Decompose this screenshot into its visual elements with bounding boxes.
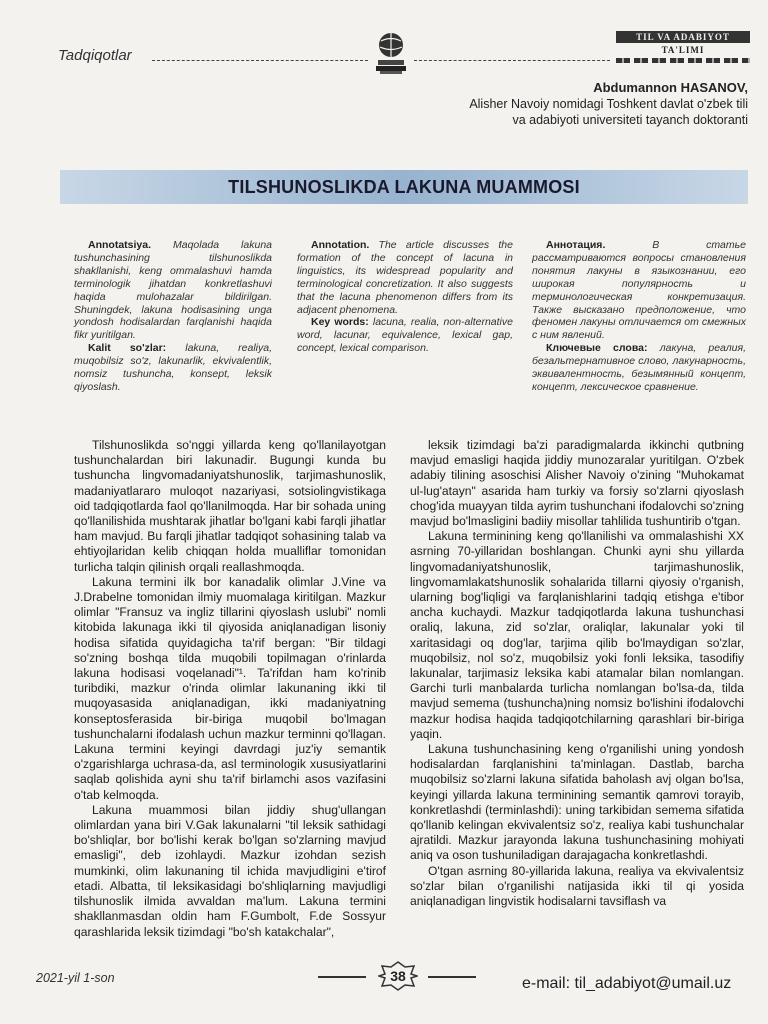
header-rule-left: [152, 60, 368, 61]
abstract-en-heading: Annotation.: [311, 239, 370, 251]
header-rule-right: [414, 60, 610, 61]
abstract-ru-heading: Аннотация.: [546, 239, 606, 251]
author-name: Abdumannon HASANOV,: [593, 80, 748, 95]
page-number: 38: [390, 968, 406, 984]
article-title: TILSHUNOSLIKDA LAKUNA MUAMMOSI: [228, 176, 580, 197]
footer-rule-right: [428, 976, 476, 978]
abstract-uz: [74, 239, 272, 394]
keywords-uz-heading: Kalit so'zlar:: [88, 342, 167, 355]
section-label: Tadqiqotlar: [58, 47, 132, 64]
body-paragraph: leksik tizimdagi ba'zi paradigmalarda ikkinchi qutbning mavjud emasligi haqida jiddiy munozaralar yuritilgan. O'zbek adabiy tilining asoschisi Alisher Navoiy o'zining "Muhokamat ul-lug'atayn" asarida ham turkiy va forsiy so'zlarni qiyoslash chog'ida muayyan tilda ayrim tushunchani ifodalovchi so'zning mavjud bo'lmasligini badiiy misollar tahlilida tushuntirib o'tgan.: [410, 438, 744, 529]
body-paragraph: Lakuna tushunchasining keng o'rganilishi uning yondosh hodisalardan farqlanishini ta'minlagan. Dastlab, barcha muqobilsiz so'zlarni lakuna sifatida baholash avj olgan bo'lsa, keyingi yillarda lakuna terminining semantik qamrovi torayib, konkretlashdi (terminlashdi): uning tarkibidan sememа sifatida qo'llanib kelingan ekvivalentsiz so'z, realiya kabi tushunchalar ajratildi. Mazkur jarayonda lakuna tushunchasining mohiyati aniq va oson tushuniladigan darajagacha konkretlashdi.: [410, 742, 744, 863]
author-affiliation-line2: va adabiyoti universiteti tayanch doktoranti: [512, 113, 748, 127]
abstract-ru-text: В статье рассматриваются вопросы становления понятия лакуны в языкознании, его широкая популярность и терминологическая конкретизация. Также высказано предположение, что феномен лакуны отличается от смежных с ним явлений.: [532, 239, 746, 342]
abstract-en-text: The article discusses the formation of the concept of lacuna in linguistics, its widespread popularity and terminological concretization. It also suggests that the lacuna phenomenon differs from its adjacent phenomena.: [297, 239, 513, 316]
keywords-ru-heading: Ключевые слова:: [546, 342, 648, 355]
masthead-subtitle: TA'LIMI: [661, 45, 705, 55]
body-paragraph: Tilshunoslikda so'nggi yillarda keng qo'llanilayotgan tushunchalardan biri lakunadir. Bugungi kunda bu tushuncha lingvomadaniyatshunoslik, tarjimashunoslik, madaniyatlararo muloqot nazariyasi, sotsiolingvistikaga oid tadqiqotlarda faol qo'llanilmoqda. Har bir sohada uning qo'llanilishida mushtarak jihatlar bo'lgani kabi farqli jihatlar ham mavjud. Bu farqli jihatlar tadqiqot sohasining talab va ehtiyojlaridan kelib chiqqan holda mualliflar tomonidan turlicha talqin qilinish orqali reallashmoqda.: [74, 438, 386, 574]
body-column-left: [74, 438, 386, 940]
footer-rule-left: [318, 976, 366, 978]
keywords-ru-text: лакуна, реалия, безальтернативное слово, лакунарность, эквивалентность, безымянный концепт, концепт, лексическое сравнение.: [532, 342, 747, 393]
abstract-en: [297, 239, 513, 355]
abstract-ru: [532, 239, 746, 394]
masthead: [616, 31, 750, 63]
body-column-right: [410, 438, 744, 909]
author-affiliation-line1: Alisher Navoiy nomidagi Toshkent davlat o'zbek tili: [469, 97, 748, 111]
issue-label: 2021-yil 1-son: [36, 971, 115, 985]
keywords-en-heading: Key words:: [311, 316, 369, 329]
page-number-badge: [378, 961, 418, 991]
masthead-ornament: [616, 58, 750, 63]
body-paragraph: O'tgan asrning 80-yillarida lakuna, realiya va ekvivalentsiz so'zlar bilan o'rganilishi natijasida ikki til qi yosida aniqlanadigan lingvistik hodisalarni tavsiflash va: [410, 863, 744, 909]
keywords-uz-text: lakuna, realiya, muqobilsiz so'z, lakunarlik, ekvivalentlik, nomsiz tushuncha, konsept, leksik qiyoslash.: [74, 342, 273, 393]
body-paragraph: Lakuna termini ilk bor kanadalik olimlar J.Vine va J.Drabelne tomonidan ilmiy muomalaga kiritilgan. Mazkur olimlar "Fransuz va ingliz tillarini qiyoslash uslubi" nomli kitobida lakunaga ikki til qiyosida aniqlanadigan lisoniy hodisa sifatida quyidagicha ta'rif bergan: "Bir tildagi so'zning boshqa tilda muqobili topilmagan o'rinlarda lakuna hodisasi voqelanadi"¹. Ta'rifdan ham ko'rinib turibdiki, mazkur o'rinda olimlar lakunaning ikki til muqoyasasida aniqlanadigan, ikki madaniyatning konseptosferasida bir-biriga muqobil bo'lmagan tushunchalarni ifodalash uchun mazkur terminni qo'llagan. Lakuna termini keyingi davrdagi juz'iy semantik o'zgarishlarga uchrasa-da, asl terminologik xususiyatlarini saqlab qolishida ayni shu ta'rif birlamchi asos vazifasini o'tab kelmoqda.: [74, 574, 386, 802]
abstract-uz-text: Maqolada lakuna tushunchasining tilshunoslikda shakllanishi, keng ommalashuvi hamda terminologik jihatdan konkretlashuvi haqida mulohazalar bildirilgan. Shuningdek, lakuna hodisasining unga yondosh hodisalardan farqlanishi haqida fikr yuritilgan.: [74, 239, 272, 342]
abstract-uz-heading: Annotatsiya.: [88, 239, 152, 251]
keywords-en-text: lacuna, realia, non-alternative word, lacunar, equivalence, lexical gap, concept, lexical comparison.: [297, 316, 513, 355]
contact-email: e-mail: til_adabiyot@umail.uz: [522, 975, 732, 992]
body-paragraph: Lakuna terminining keng qo'llanilishi va ommalashishi XX asrning 70-yillaridan boshlangan. Chunki ayni shu yillarda lingvomadaniyatshunoslik, tarjimashunoslik, lingvomamlakatshunoslik sohalarida tillarni qiyosiy o'rganish, ularning bog'liqligi va farqlanishlarini tadqiq etishga e'tibor ancha kuchaydi. Mazkur tadqiqotlarda lakuna tushunchasi oraliq, lakuna, zid so'zlar, oraliqlar, lakunalar yoki til xaritasidagi oq dog'lar, tarjima qilib bo'lmaydigan so'zlar, muqobilsiz, nol so'z, muqobilsiz yoki fonli leksika, tasodifiy lakunalar, tarjimasiz leksika kabi atamalar bilan nomlangan. Garchi turli manbalarda turlicha nomlangan bo'lsa-da, tilda mavjud sememа (tushuncha)ning nomsiz bo'lishini ifodalovchi mazkur hodisa haqida tadqiqotchilarning qarashlari bir-biriga yaqin.: [410, 529, 744, 741]
masthead-title: TIL VA ADABIYOT: [616, 31, 750, 43]
author-block: [469, 80, 748, 128]
title-banner: [60, 170, 748, 204]
body-paragraph: Lakuna muammosi bilan jiddiy shug'ullangan olimlardan yana biri V.Gak lakunalarni "til leksik sathidagi bo'shliqlar, bor bo'lishi kerak bo'lgan so'zlarning mavjud emasligi", deb izohlaydi. Mazkur izohdan sezish mumkinki, olim lakunaning til ichida mavjudligini e'tirof etadi. Albatta, til leksikasidagi bo'shliqlarning mavjudligi tilshunoslik ilmida avvaldan ma'lum. Lakuna termini shakllanmasdan oldin ham F.Gumbolt, F.de Sossyur qarashlarida leksik tizimdagi "bo'sh katakchalar",: [74, 802, 386, 939]
globe-books-logo-icon: [374, 30, 408, 76]
